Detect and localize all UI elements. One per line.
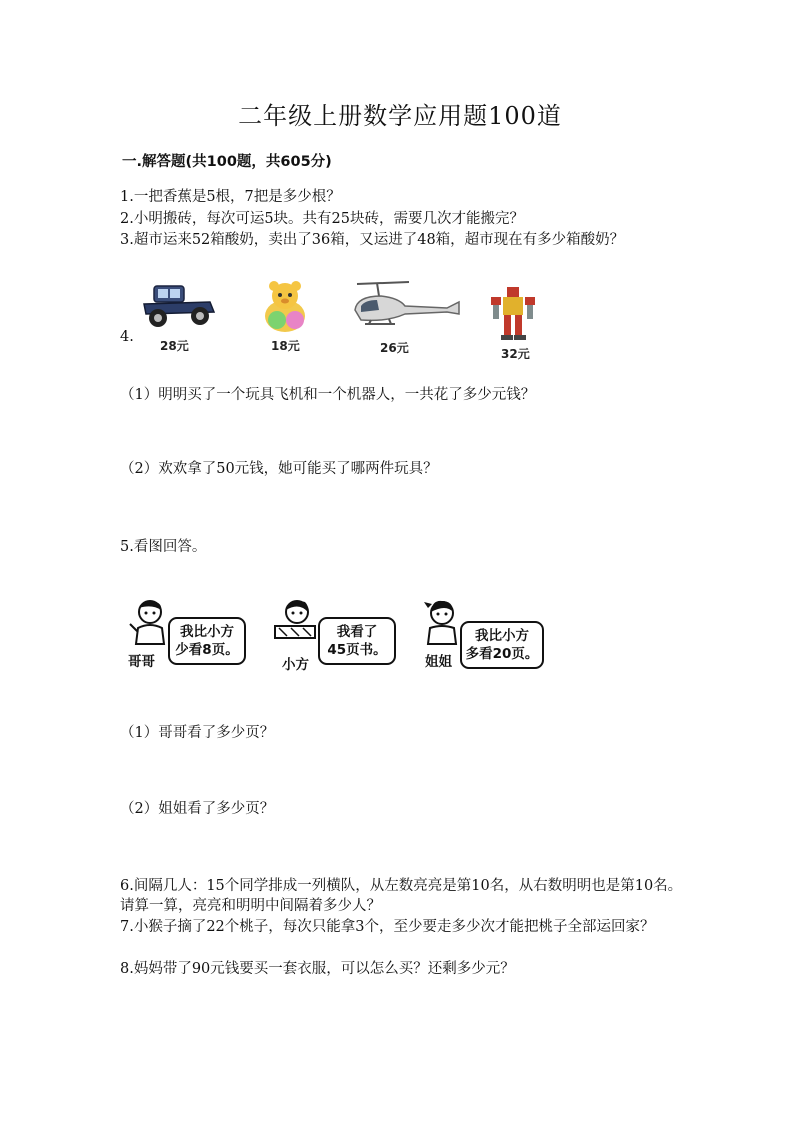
brother-speech-line-2: 少看8页。 <box>175 642 239 658</box>
page-title: 二年级上册数学应用题100道 <box>238 102 562 130</box>
helicopter-toy-icon <box>347 280 465 334</box>
question-5-part-2: （2）姐姐看了多少页？ <box>120 801 275 817</box>
car-price: 28元 <box>160 339 189 353</box>
sister-label: 姐姐 <box>425 654 452 670</box>
brother-speech-bubble <box>168 617 246 665</box>
question-7: 7.小猴子摘了22个桃子，每次只能拿3个，至少要走多少次才能把桃子全部运回家？ <box>120 919 655 935</box>
xiaofang-speech-line-2: 45页书。 <box>327 642 387 658</box>
xiaofang-speech-bubble <box>318 617 396 665</box>
question-5: 5.看图回答。 <box>120 539 207 555</box>
brother-label: 哥哥 <box>128 654 155 670</box>
xiaofang-speech-line-1: 我看了 <box>336 624 378 640</box>
bear-toy-icon <box>255 278 315 338</box>
brother-speech-line-1: 我比小方 <box>180 624 234 640</box>
sister-speech-line-2: 多看20页。 <box>465 646 539 662</box>
question-4-number: 4. <box>120 329 134 345</box>
sister-speech-bubble <box>460 621 544 669</box>
question-6: 6.间隔几人：15个同学排成一列横队，从左数亮亮是第10名，从右数明明也是第10名。请算一算，亮亮和明明中间隔着多少人？ <box>120 878 683 914</box>
question-3: 3.超市运来52箱酸奶，卖出了36箱，又运进了48箱，超市现在有多少箱酸奶？ <box>120 232 625 248</box>
sister-speech-line-1: 我比小方 <box>475 628 529 644</box>
question-4-part-2: （2）欢欢拿了50元钱，她可能买了哪两件玩具？ <box>120 461 438 477</box>
robot-toy-icon <box>487 285 539 345</box>
question-5-part-1: （1）哥哥看了多少页？ <box>120 725 275 741</box>
bear-price: 18元 <box>271 339 300 353</box>
question-8: 8.妈妈带了90元钱要买一套衣服，可以怎么买？还剩多少元？ <box>120 961 515 977</box>
car-toy-icon <box>140 280 218 334</box>
section-heading: 一.解答题(共100题，共605分) <box>122 154 332 170</box>
xiaofang-label: 小方 <box>282 657 309 673</box>
robot-price: 32元 <box>501 347 530 361</box>
question-2: 2.小明搬砖，每次可运5块。共有25块砖，需要几次才能搬完？ <box>120 211 525 227</box>
xiaofang-figure-icon <box>271 598 321 658</box>
question-4-part-1: （1）明明买了一个玩具飞机和一个机器人，一共花了多少元钱？ <box>120 387 536 403</box>
sister-figure-icon <box>420 598 464 658</box>
helicopter-price: 26元 <box>380 341 409 355</box>
question-1: 1.一把香蕉是5根，7把是多少根？ <box>120 189 341 205</box>
